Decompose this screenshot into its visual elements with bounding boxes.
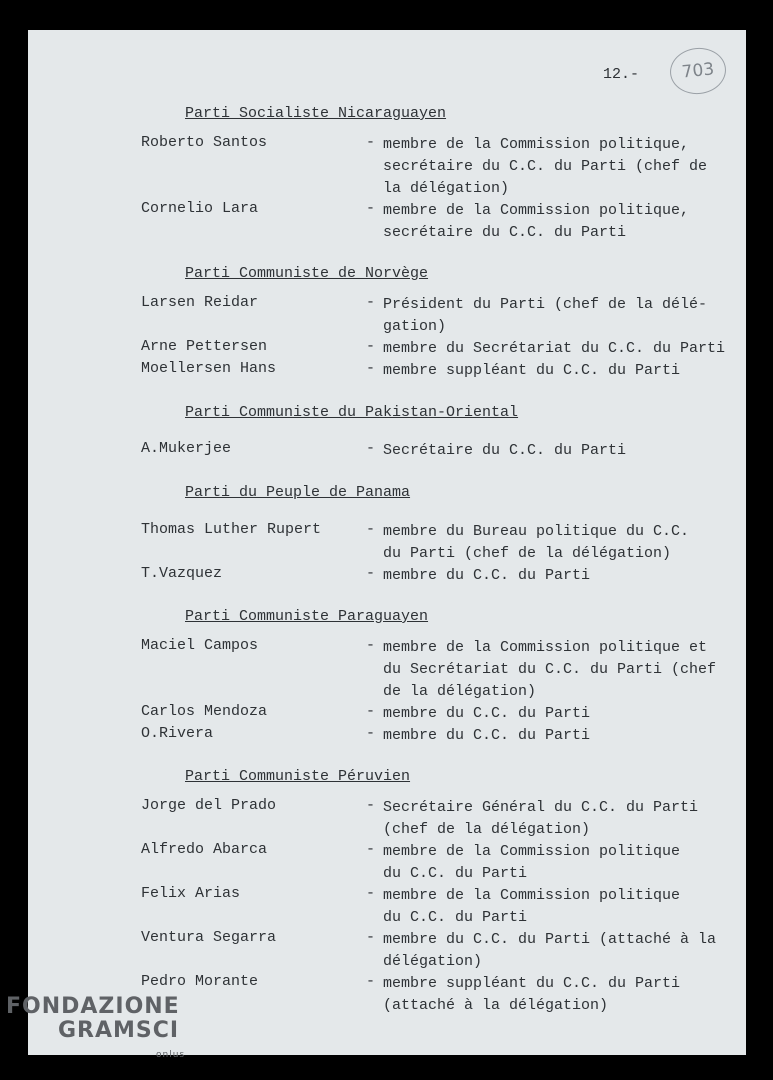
member-name: O.Rivera <box>141 725 214 742</box>
watermark-line-1: FONDAZIONE <box>6 994 180 1019</box>
member-name: Thomas Luther Rupert <box>141 521 322 538</box>
dash: - <box>366 637 376 654</box>
member-role: Président du Parti (chef de la délé- gation) <box>383 296 708 335</box>
dash: - <box>366 521 376 538</box>
member-name: Larsen Reidar <box>141 294 259 311</box>
member-role: membre de la Commission politique du C.C. du Parti <box>383 887 681 926</box>
member-role: membre de la Commission politique du C.C. du Parti <box>383 843 681 882</box>
member-role: membre du C.C. du Parti <box>383 705 591 722</box>
member-role: membre du C.C. du Parti <box>383 567 591 584</box>
dash: - <box>366 885 376 902</box>
member-role: membre de la Commission politique et du Secrétariat du C.C. du Parti (chef de la délégation) <box>383 639 717 700</box>
member-name: Roberto Santos <box>141 134 268 151</box>
member-name: Jorge del Prado <box>141 797 277 814</box>
dash: - <box>366 797 376 814</box>
party-heading: Parti Socialiste Nicaraguayen <box>185 105 447 122</box>
member-role: membre suppléant du C.C. du Parti (attaché à la délégation) <box>383 975 681 1014</box>
dash: - <box>366 338 376 355</box>
member-role: membre suppléant du C.C. du Parti <box>383 362 681 379</box>
member-role: Secrétaire du C.C. du Parti <box>383 442 627 459</box>
party-heading: Parti Communiste du Pakistan-Oriental <box>185 404 519 421</box>
member-name: Arne Pettersen <box>141 338 268 355</box>
watermark-line-2: GRAMSCI <box>58 1018 180 1043</box>
member-name: Alfredo Abarca <box>141 841 268 858</box>
fondazione-gramsci-watermark <box>6 995 185 1067</box>
member-name: Pedro Morante <box>141 973 259 990</box>
member-role: membre de la Commission politique, secrétaire du C.C. du Parti (chef de la délégation) <box>383 136 708 197</box>
dash: - <box>366 440 376 457</box>
party-heading: Parti Communiste Péruvien <box>185 768 411 785</box>
member-role: membre du Bureau politique du C.C. du Parti (chef de la délégation) <box>383 523 690 562</box>
page-number: 12.- <box>603 66 640 83</box>
member-role: membre du C.C. du Parti <box>383 727 591 744</box>
dash: - <box>366 725 376 742</box>
member-name: A.Mukerjee <box>141 440 232 457</box>
dash: - <box>366 973 376 990</box>
member-role: membre de la Commission politique, secrétaire du C.C. du Parti <box>383 202 690 241</box>
member-name: Ventura Segarra <box>141 929 277 946</box>
party-heading: Parti Communiste Paraguayen <box>185 608 429 625</box>
member-name: Carlos Mendoza <box>141 703 268 720</box>
dash: - <box>366 294 376 311</box>
document-page <box>28 30 746 1055</box>
archive-stamp: 703 <box>668 45 729 97</box>
dash: - <box>366 200 376 217</box>
dash: - <box>366 703 376 720</box>
dash: - <box>366 929 376 946</box>
member-name: Moellersen Hans <box>141 360 277 377</box>
party-heading: Parti du Peuple de Panama <box>185 484 411 501</box>
dash: - <box>366 565 376 582</box>
member-role: Secrétaire Général du C.C. du Parti (chef de la délégation) <box>383 799 699 838</box>
member-name: Cornelio Lara <box>141 200 259 217</box>
dash: - <box>366 134 376 151</box>
member-name: T.Vazquez <box>141 565 223 582</box>
dash: - <box>366 360 376 377</box>
member-role: membre du C.C. du Parti (attaché à la délégation) <box>383 931 717 970</box>
member-name: Felix Arias <box>141 885 241 902</box>
watermark-line-3: onlus <box>156 1050 186 1060</box>
member-role: membre du Secrétariat du C.C. du Parti <box>383 340 726 357</box>
dash: - <box>366 841 376 858</box>
party-heading: Parti Communiste de Norvège <box>185 265 429 282</box>
member-name: Maciel Campos <box>141 637 259 654</box>
